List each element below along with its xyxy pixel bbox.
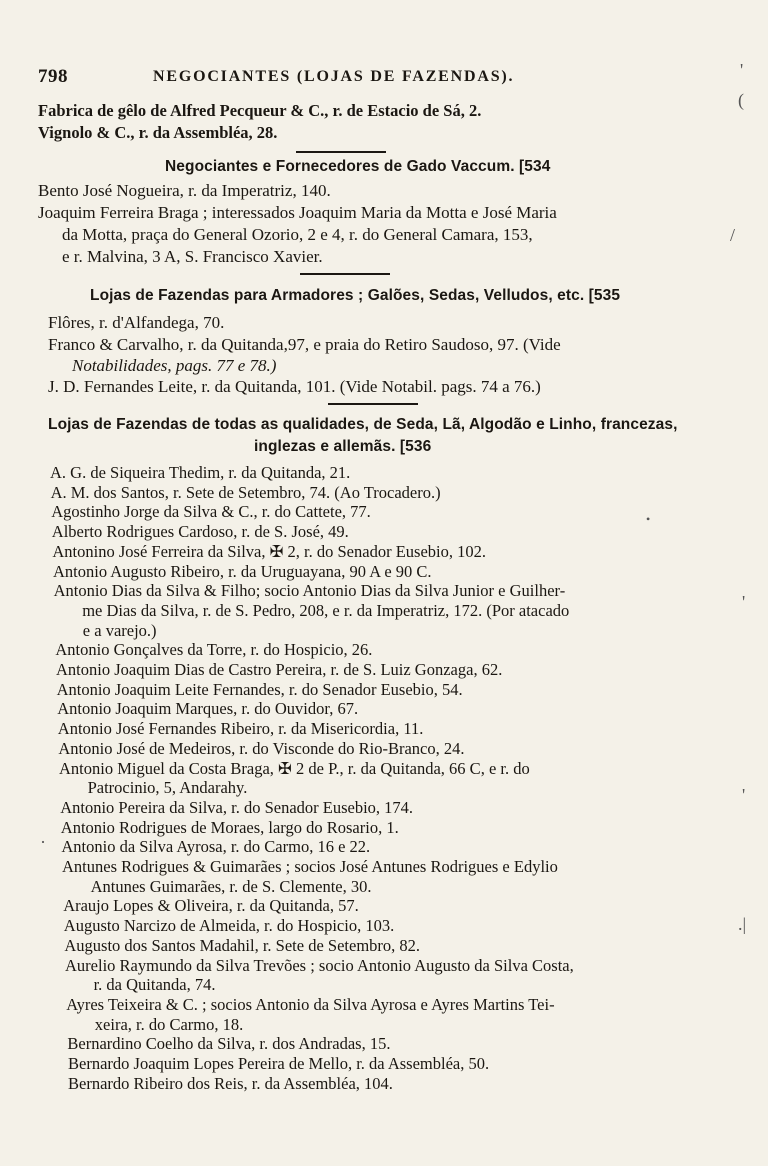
entry-line: Aurelio Raymundo da Silva Trevões ; socio Antonio Augusto da Silva Costa, bbox=[65, 955, 574, 975]
entry-line: Augusto dos Santos Madahil, r. Sete de Setembro, 82. bbox=[64, 935, 421, 955]
entry-line: Antonio Miguel da Costa Braga, ✠ 2 de P., r. da Quitanda, 66 C, e r. do bbox=[59, 758, 530, 778]
section-heading: Negociantes e Fornecedores de Gado Vaccum. [534 bbox=[165, 158, 551, 175]
section-heading: inglezas e allemãs. [536 bbox=[254, 438, 432, 455]
entry-line: e r. Malvina, 3 A, S. Francisco Xavier. bbox=[62, 247, 323, 266]
entry-line: Franco & Carvalho, r. da Quitanda,97, e praia do Retiro Saudoso, 97. (Vide bbox=[48, 335, 561, 354]
entry-line: Antonio da Silva Ayrosa, r. do Carmo, 16 e 22. bbox=[61, 837, 371, 857]
entry-line: Antunes Guimarães, r. de S. Clemente, 30. bbox=[90, 876, 372, 896]
entry-line: Antonio Gonçalves da Torre, r. do Hospicio, 26. bbox=[55, 640, 373, 660]
entry-line: A. M. dos Santos, r. Sete de Setembro, 74. (Ao Trocadero.) bbox=[50, 482, 441, 502]
margin-mark: / bbox=[730, 225, 736, 245]
entry-line: Antonio Joaquim Dias de Castro Pereira, r. de S. Luiz Gonzaga, 62. bbox=[56, 660, 503, 679]
entry-line: me Dias da Silva, r. de S. Pedro, 208, e r. da Imperatriz, 172. (Por atacado bbox=[82, 600, 570, 620]
running-title: NEGOCIANTES (LOJAS DE FAZENDAS). bbox=[153, 68, 515, 85]
entry-line: Antonio Joaquim Leite Fernandes, r. do Senador Eusebio, 54. bbox=[56, 679, 463, 699]
entry-line: Araujo Lopes & Oliveira, r. da Quitanda, 57. bbox=[63, 896, 359, 916]
entry-line: Antonio Pereira da Silva, r. do Senador Eusebio, 174. bbox=[60, 797, 414, 817]
page-number: 798 bbox=[38, 66, 68, 87]
margin-mark: · bbox=[40, 832, 46, 852]
entry-line: Bernardino Coelho da Silva, r. dos Andradas, 15. bbox=[67, 1034, 391, 1054]
entry-line: Joaquim Ferreira Braga ; interessados Joaquim Maria da Motta e José Maria bbox=[38, 203, 557, 222]
entry-line: Augusto Narcizo de Almeida, r. do Hospicio, 103. bbox=[63, 916, 395, 936]
margin-mark: ' bbox=[742, 592, 746, 612]
entry-line: Flôres, r. d'Alfandega, 70. bbox=[48, 313, 225, 332]
entry-line: Notabilidades, pags. 77 e 78.) bbox=[72, 356, 277, 375]
margin-mark: .| bbox=[738, 914, 747, 934]
entry-line: Antonio Rodrigues de Moraes, largo do Rosario, 1. bbox=[60, 817, 399, 837]
section-heading: Lojas de Fazendas para Armadores ; Galões, Sedas, Velludos, etc. [535 bbox=[90, 287, 621, 304]
entry-line: Antonio Dias da Silva & Filho; socio Antonio Dias da Silva Junior e Guilher- bbox=[53, 581, 566, 601]
entry-line: Vignolo & C., r. da Assembléa, 28. bbox=[38, 123, 278, 142]
entry-line: Antonio José Fernandes Ribeiro, r. da Misericordia, 11. bbox=[57, 719, 424, 739]
entry-line: da Motta, praça do General Ozorio, 2 e 4, r. do General Camara, 153, bbox=[62, 225, 533, 244]
entry-line: Ayres Teixeira & C. ; socios Antonio da Silva Ayrosa e Ayres Martins Tei- bbox=[66, 994, 555, 1014]
entry-line: Alberto Rodrigues Cardoso, r. de S. José, 49. bbox=[51, 522, 349, 542]
entry-line: A. G. de Siqueira Thedim, r. da Quitanda, 21. bbox=[50, 463, 351, 482]
entry-line: Antonio Joaquim Marques, r. do Ouvidor, 67. bbox=[57, 699, 359, 719]
entry-line: Bernardo Ribeiro dos Reis, r. da Assembléa, 104. bbox=[68, 1073, 393, 1093]
entry-line: r. da Quitanda, 74. bbox=[93, 975, 216, 995]
entry-line: Fabrica de gêlo de Alfred Pecqueur & C., r. de Estacio de Sá, 2. bbox=[38, 101, 482, 120]
entry-line: Antonino José Ferreira da Silva, ✠ 2, r. do Senador Eusebio, 102. bbox=[52, 541, 486, 561]
entry-line: Bento José Nogueira, r. da Imperatriz, 140. bbox=[38, 181, 331, 200]
section-divider bbox=[328, 403, 418, 405]
margin-mark: ' bbox=[742, 785, 746, 805]
entry-line: J. D. Fernandes Leite, r. da Quitanda, 101. (Vide Notabil. pags. 74 a 76.) bbox=[48, 377, 541, 396]
entry-line: Antonio José de Medeiros, r. do Visconde do Rio-Branco, 24. bbox=[58, 738, 465, 758]
margin-mark: ( bbox=[738, 90, 744, 110]
margin-mark: ' bbox=[740, 60, 744, 80]
entry-line: xeira, r. do Carmo, 18. bbox=[94, 1014, 244, 1034]
entry-line: Patrocinio, 5, Andarahy. bbox=[87, 778, 248, 798]
section-divider bbox=[296, 151, 386, 153]
margin-mark: • bbox=[646, 512, 651, 526]
entry-line: e a varejo.) bbox=[82, 620, 157, 640]
entry-line: Agostinho Jorge da Silva & C., r. do Cattete, 77. bbox=[51, 502, 371, 522]
entry-line: Antonio Augusto Ribeiro, r. da Uruguayana, 90 A e 90 C. bbox=[53, 561, 432, 581]
entry-line: Antunes Rodrigues & Guimarães ; socios José Antunes Rodrigues e Edylio bbox=[62, 857, 558, 876]
entry-line: Bernardo Joaquim Lopes Pereira de Mello, r. da Assembléa, 50. bbox=[68, 1054, 490, 1073]
section-heading: Lojas de Fazendas de todas as qualidades, de Seda, Lã, Algodão e Linho, francezas, bbox=[48, 416, 678, 433]
section-divider bbox=[300, 273, 390, 275]
